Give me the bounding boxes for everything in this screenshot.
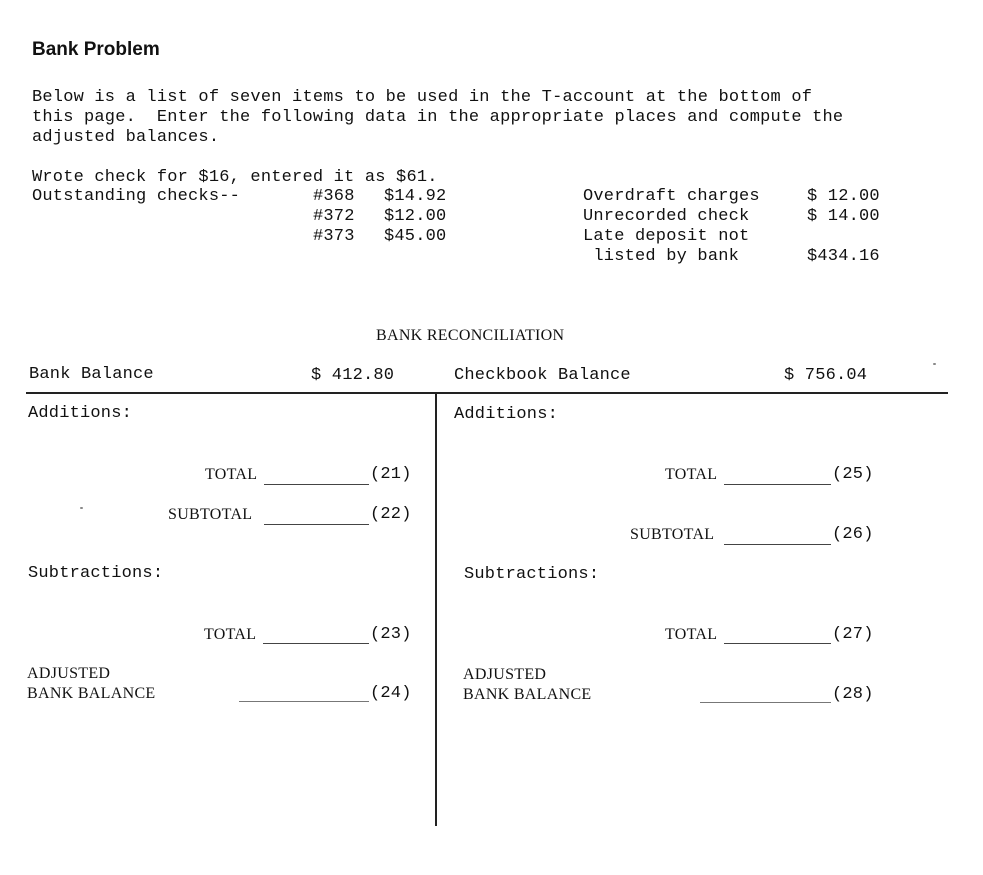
right-total-blank[interactable]	[724, 484, 831, 485]
left-total-ref: (21)	[370, 465, 412, 484]
scan-speck	[80, 507, 83, 509]
left-total2-ref: (23)	[370, 625, 412, 644]
outstanding-checks-label: Outstanding checks--	[32, 187, 241, 206]
intro-line: Below is a list of seven items to be used in the T-account at the bottom of	[32, 88, 813, 107]
intro-line: adjusted balances.	[32, 128, 220, 147]
right-total2-label: TOTAL	[665, 626, 718, 643]
t-account-vertical-line	[435, 393, 437, 826]
checkbook-balance-value: $ 756.04	[784, 366, 868, 385]
check-amount: $45.00	[384, 227, 447, 246]
right-total2-blank[interactable]	[724, 643, 831, 644]
right-adjusted-label-1: ADJUSTED	[463, 666, 547, 683]
check-number: #368	[313, 187, 355, 206]
late-deposit-amount: $434.16	[807, 247, 880, 266]
right-adjusted-label-2: BANK BALANCE	[463, 686, 592, 703]
scan-speck	[933, 363, 936, 365]
page-title: Bank Problem	[32, 39, 160, 60]
reconciliation-heading: BANK RECONCILIATION	[376, 327, 565, 344]
left-total-blank[interactable]	[264, 484, 369, 485]
late-deposit-label: Late deposit not	[583, 227, 750, 246]
t-account-horizontal-line	[26, 392, 948, 394]
right-subtotal-label: SUBTOTAL	[630, 526, 715, 543]
left-subtotal-ref: (22)	[370, 505, 412, 524]
late-deposit-label-2: listed by bank	[583, 247, 740, 266]
check-number: #373	[313, 227, 355, 246]
check-amount: $14.92	[384, 187, 447, 206]
left-subtractions-label: Subtractions:	[28, 564, 164, 583]
left-adjusted-label-1: ADJUSTED	[27, 665, 111, 682]
left-additions-label: Additions:	[28, 404, 133, 423]
overdraft-label: Overdraft charges	[583, 187, 760, 206]
left-adjusted-ref: (24)	[370, 684, 412, 703]
right-total-label: TOTAL	[665, 466, 718, 483]
right-total2-ref: (27)	[832, 625, 874, 644]
checkbook-balance-label: Checkbook Balance	[454, 366, 631, 385]
unrecorded-check-amount: $ 14.00	[807, 207, 880, 226]
unrecorded-check-label: Unrecorded check	[583, 207, 750, 226]
check-amount: $12.00	[384, 207, 447, 226]
bank-balance-value: $ 412.80	[311, 366, 395, 385]
right-adjusted-blank[interactable]	[700, 702, 831, 703]
check-number: #372	[313, 207, 355, 226]
left-total2-label: TOTAL	[204, 626, 257, 643]
right-adjusted-ref: (28)	[832, 685, 874, 704]
left-adjusted-blank[interactable]	[239, 701, 369, 702]
intro-line: this page. Enter the following data in the appropriate places and compute the	[32, 108, 844, 127]
left-subtotal-blank[interactable]	[264, 524, 369, 525]
left-total2-blank[interactable]	[263, 643, 369, 644]
left-subtotal-label: SUBTOTAL	[168, 506, 253, 523]
left-total-label: TOTAL	[205, 466, 258, 483]
left-adjusted-label-2: BANK BALANCE	[27, 685, 156, 702]
right-total-ref: (25)	[832, 465, 874, 484]
right-additions-label: Additions:	[454, 405, 559, 424]
right-subtotal-blank[interactable]	[724, 544, 831, 545]
wrote-check-item: Wrote check for $16, entered it as $61.	[32, 168, 438, 187]
bank-balance-label: Bank Balance	[29, 365, 154, 384]
right-subtotal-ref: (26)	[832, 525, 874, 544]
overdraft-amount: $ 12.00	[807, 187, 880, 206]
right-subtractions-label: Subtractions:	[464, 565, 600, 584]
